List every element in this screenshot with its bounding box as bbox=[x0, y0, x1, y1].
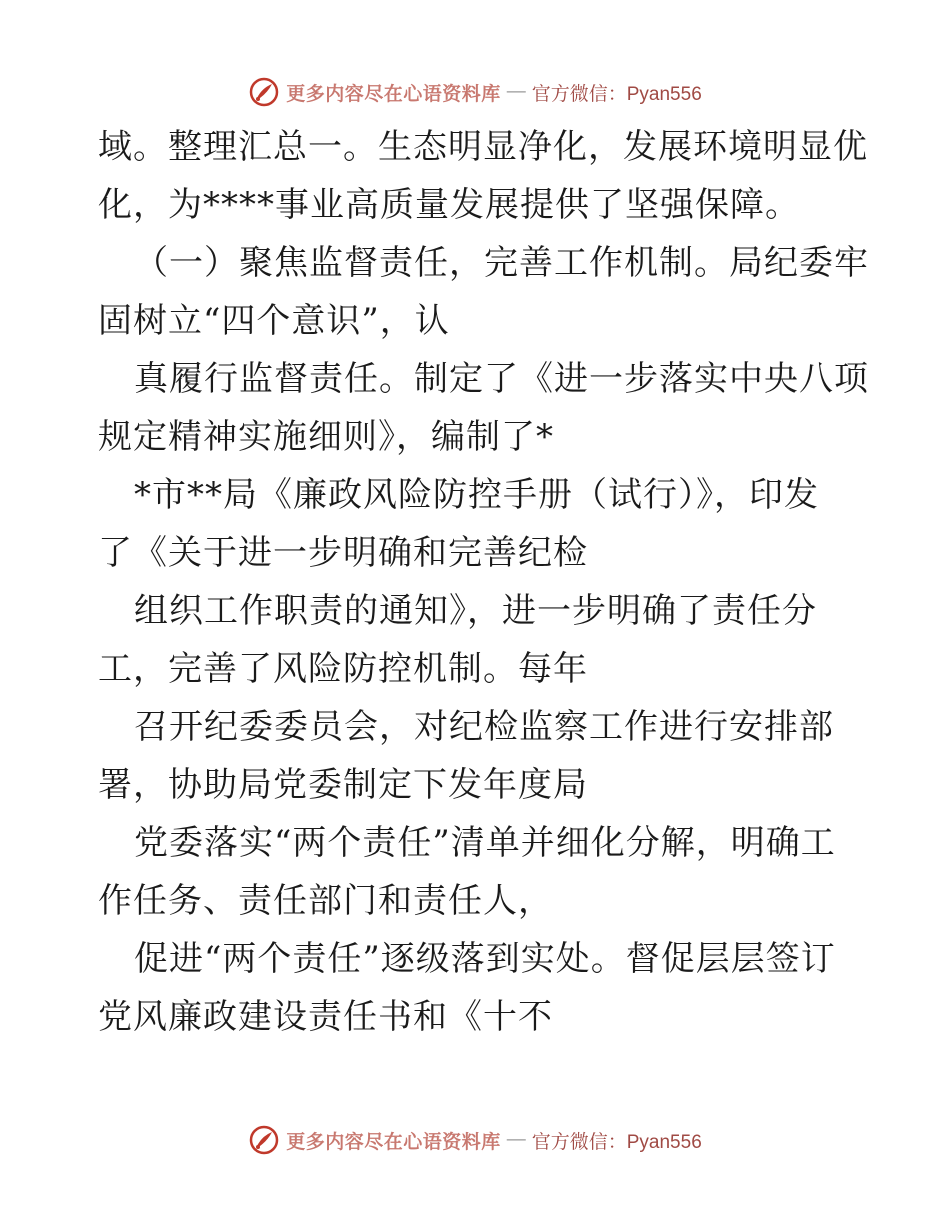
brush-logo-icon bbox=[248, 76, 280, 108]
text-line: 规定精神实施细则》，编制了* bbox=[98, 417, 554, 457]
text-line: 召开纪委委员会，对纪检监察工作进行安排部 bbox=[134, 707, 834, 747]
watermark-contact: 官方微信：Pyan556 bbox=[531, 83, 702, 105]
text-line: 工，完善了风险防控机制。每年 bbox=[98, 649, 588, 689]
watermark-brand: 更多内容尽在心语资料库 bbox=[286, 1130, 501, 1153]
document-body bbox=[98, 118, 869, 1046]
text-line: 了《关于进一步明确和完善纪检 bbox=[98, 533, 588, 573]
text-line: *市**局《廉政风险防控手册（试行）》，印发 bbox=[134, 475, 819, 515]
text-line: 化，为****事业高质量发展提供了坚强保障。 bbox=[98, 185, 800, 225]
text-line: 组织工作职责的通知》，进一步明确了责任分 bbox=[134, 591, 817, 631]
watermark-dash: — bbox=[506, 81, 526, 102]
text-line: 真履行监督责任。制定了《进一步落实中央八项 bbox=[134, 359, 869, 399]
text-line: 署，协助局党委制定下发年度局 bbox=[98, 765, 588, 805]
text-line: 域。整理汇总一。生态明显净化，发展环境明显优 bbox=[98, 127, 868, 167]
text-line: 促进“两个责任”逐级落到实处。督促层层签订 bbox=[134, 939, 836, 979]
watermark-brand: 更多内容尽在心语资料库 bbox=[286, 82, 501, 105]
watermark-dash: — bbox=[506, 1129, 526, 1150]
text-line: 党委落实“两个责任”清单并细化分解，明确工 bbox=[134, 823, 836, 863]
text-line: （一）聚焦监督责任，完善工作机制。局纪委牢 bbox=[134, 243, 869, 283]
brush-logo-icon bbox=[248, 1124, 280, 1156]
footer-watermark bbox=[0, 1120, 950, 1160]
watermark-contact: 官方微信：Pyan556 bbox=[531, 1131, 702, 1153]
header-watermark bbox=[0, 72, 950, 112]
text-line: 作任务、责任部门和责任人， bbox=[98, 881, 553, 921]
text-line: 党风廉政建设责任书和《十不 bbox=[98, 997, 553, 1037]
text-line: 固树立“四个意识”，认 bbox=[98, 301, 450, 341]
